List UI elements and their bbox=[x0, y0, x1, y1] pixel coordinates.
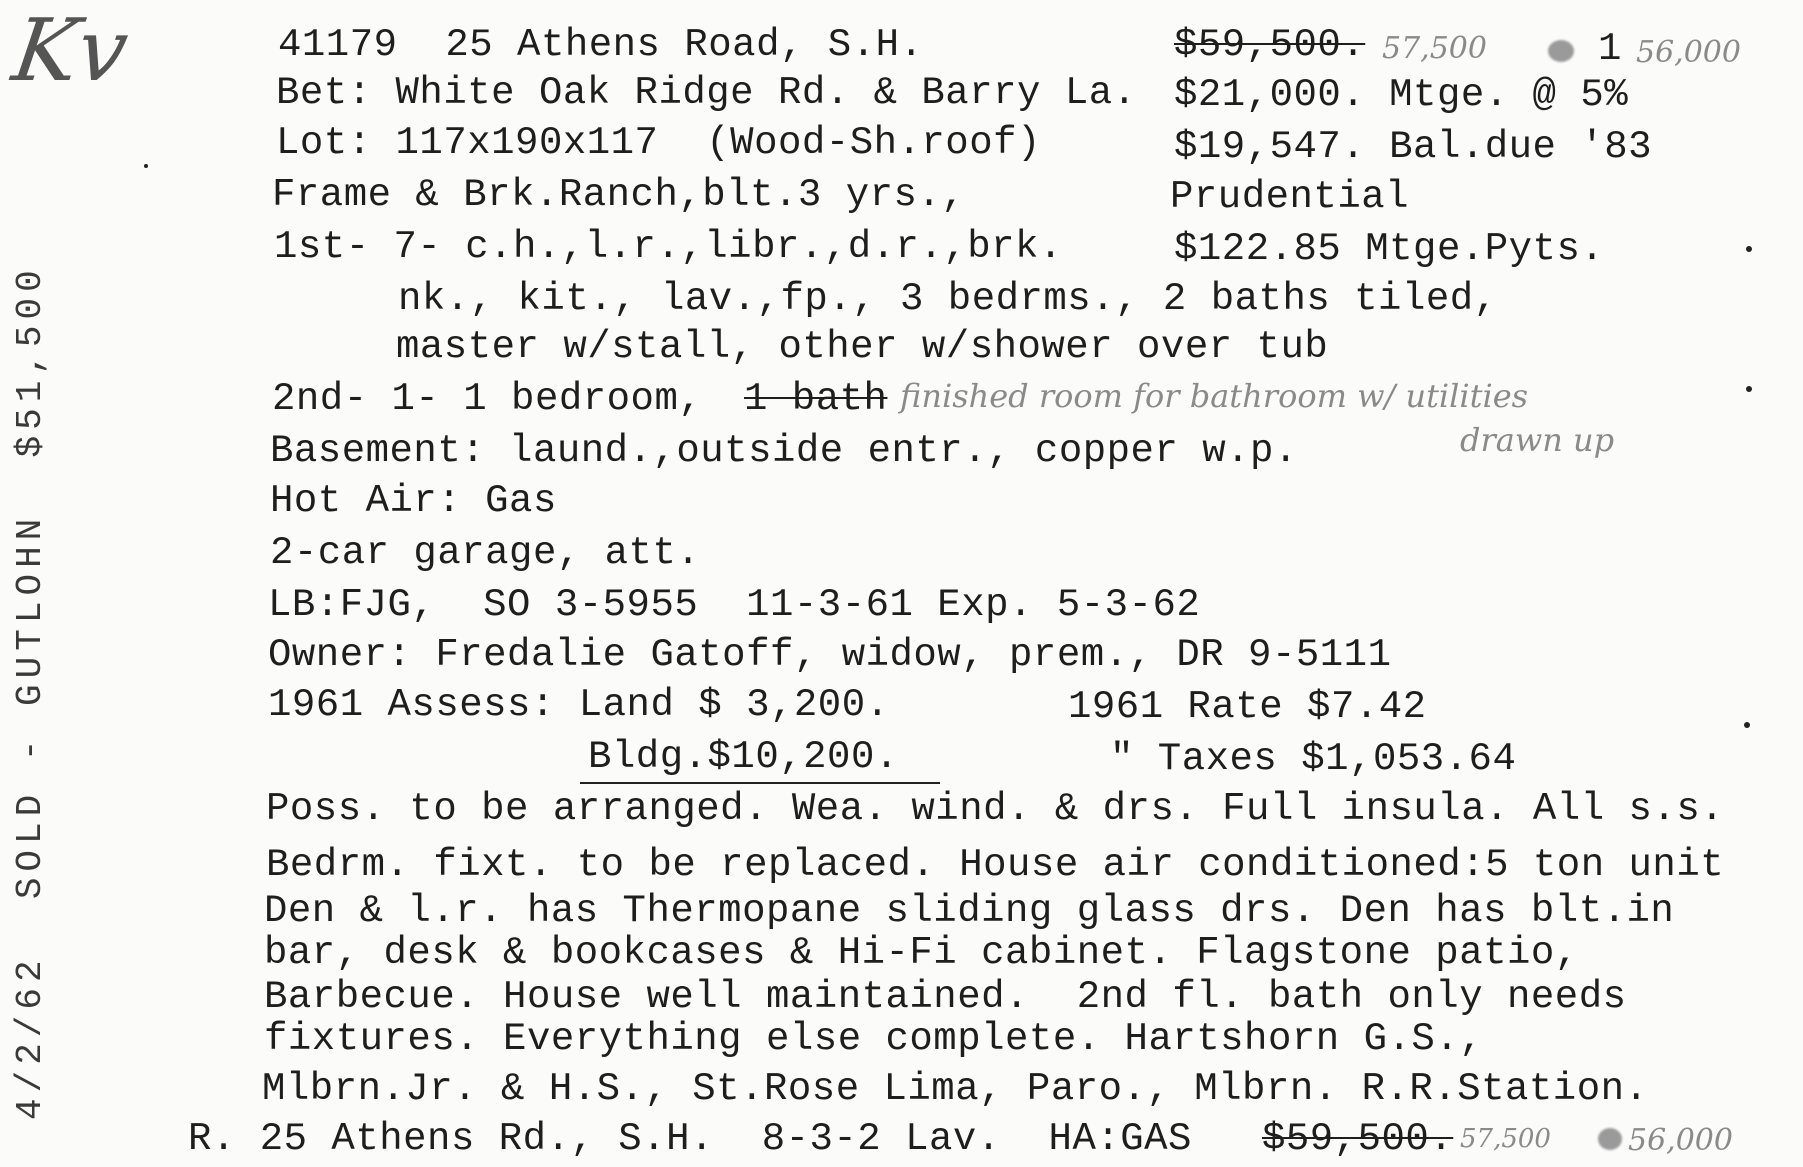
listing-line-9: Basement: laund.,outside entr., copper w.p. bbox=[270, 429, 1298, 473]
taxes-line: " Taxes $1,053.64 bbox=[1110, 737, 1517, 781]
lender-line: Prudential bbox=[1170, 175, 1410, 219]
price-revision-top: 57,500 bbox=[1382, 31, 1487, 66]
price-revision-bottom: 57,500 bbox=[1460, 1124, 1551, 1154]
listing-line-1: 41179 25 Athens Road, S.H. bbox=[278, 23, 924, 67]
listing-line-16: Poss. to be arranged. Wea. wind. & drs. Full insula. All s.s. bbox=[266, 787, 1725, 831]
second-floor-note-2: drawn up bbox=[1460, 421, 1615, 459]
listing-line-15: Bldg.$10,200. bbox=[588, 735, 899, 779]
tax-rate-line: 1961 Rate $7.42 bbox=[1068, 685, 1427, 729]
price-new-top: 56,000 bbox=[1636, 35, 1741, 70]
margin-dot-2 bbox=[1746, 386, 1752, 392]
listing-line-3: Lot: 117x190x117 (Wood-Sh.roof) bbox=[276, 121, 1041, 165]
listing-line-18: Den & l.r. has Thermopane sliding glass drs. Den has blt.in bbox=[264, 889, 1675, 933]
listing-number: 1 bbox=[1598, 27, 1622, 71]
listing-line-12: LB:FJG, SO 3-5955 11-3-61 Exp. 5-3-62 bbox=[268, 583, 1201, 627]
listing-line-2: Bet: White Oak Ridge Rd. & Barry La. bbox=[276, 71, 1137, 115]
listing-line-20: Barbecue. House well maintained. 2nd fl. bath only needs bbox=[264, 975, 1627, 1019]
sold-stamp: 4/2/62 SOLD - GUTLOHN $51,500 bbox=[10, 264, 51, 1120]
listing-line-4: Frame & Brk.Ranch,blt.3 yrs., bbox=[272, 173, 966, 217]
listing-line-21: fixtures. Everything else complete. Hartshorn G.S., bbox=[264, 1017, 1484, 1061]
listing-line-5: 1st- 7- c.h.,l.r.,libr.,d.r.,brk. bbox=[274, 225, 1063, 269]
listing-line-13: Owner: Fredalie Gatoff, widow, prem., DR 9-5111 bbox=[268, 633, 1392, 677]
bldg-underline bbox=[580, 782, 940, 784]
listing-line-14: 1961 Assess: Land $ 3,200. bbox=[268, 683, 890, 727]
listing-line-22: Mlbrn.Jr. & H.S., St.Rose Lima, Paro., Mlbrn. R.R.Station. bbox=[262, 1067, 1649, 1111]
struck-bath: 1 bath bbox=[744, 377, 888, 421]
listing-line-10: Hot Air: Gas bbox=[270, 479, 557, 523]
price-smudge-bottom bbox=[1598, 1128, 1622, 1150]
corner-mark: Kv bbox=[6, 1, 134, 101]
listing-line-19: bar, desk & bookcases & Hi-Fi cabinet. Flagstone patio, bbox=[264, 931, 1579, 975]
asking-price: $59,500. bbox=[1174, 23, 1366, 67]
mortgage-line: $21,000. Mtge. @ 5% bbox=[1174, 73, 1629, 117]
margin-dot-3 bbox=[1744, 722, 1750, 728]
footer-price: $59,500. bbox=[1262, 1117, 1454, 1161]
second-floor-note: finished room for bathroom w/ utilities bbox=[900, 377, 1529, 415]
footer-summary: R. 25 Athens Rd., S.H. 8-3-2 Lav. HA:GAS bbox=[188, 1117, 1192, 1161]
balance-line: $19,547. Bal.due '83 bbox=[1174, 125, 1653, 169]
listing-line-6: nk., kit., lav.,fp., 3 bedrms., 2 baths tiled, bbox=[398, 277, 1498, 321]
margin-dot-4 bbox=[144, 164, 148, 168]
listing-line-8: 2nd- 1- 1 bedroom, bbox=[272, 377, 703, 421]
margin-dot-1 bbox=[1746, 246, 1752, 252]
price-new-bottom: 56,000 bbox=[1628, 1123, 1733, 1158]
price-smudge-top bbox=[1548, 40, 1574, 62]
listing-line-7: master w/stall, other w/shower over tub bbox=[396, 325, 1329, 369]
listing-line-11: 2-car garage, att. bbox=[270, 531, 701, 575]
listing-line-17: Bedrm. fixt. to be replaced. House air conditioned:5 ton unit bbox=[266, 843, 1725, 887]
payments-line: $122.85 Mtge.Pyts. bbox=[1174, 227, 1605, 271]
